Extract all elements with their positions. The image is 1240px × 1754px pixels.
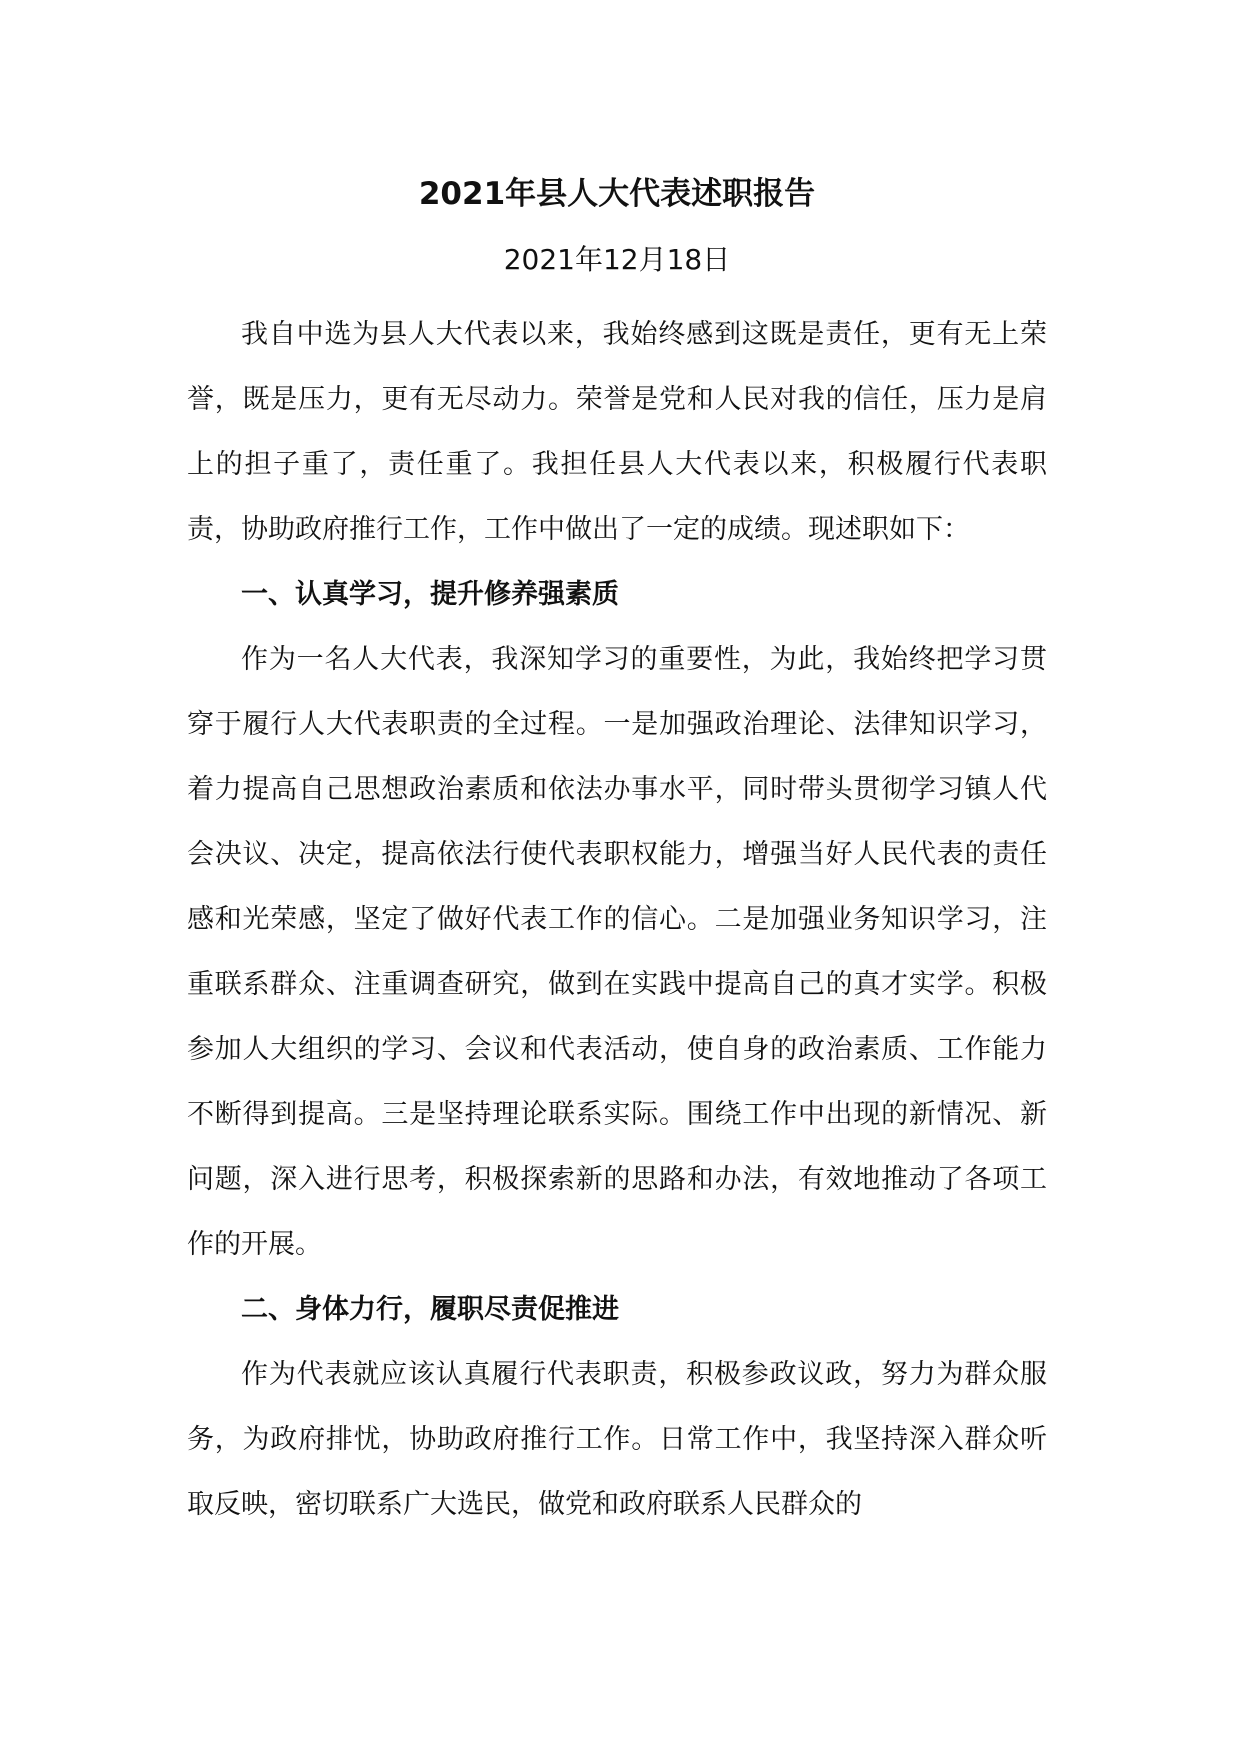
- document-title: 2021年县人大代表述职报告: [418, 176, 816, 212]
- section-heading-2: 二、身体力行，履职尽责促推进: [241, 1294, 619, 1325]
- document-date: 2021年12月18日: [503, 243, 731, 276]
- intro-paragraph: 我自中选为县人大代表以来，我始终感到这既是责任，更有无上荣誉，既是压力，更有无尽动力。荣誉是党和人民对我的信任，压力是肩上的担子重了，责任重了。我担任县人大代表以来，积极履行代表职责，协助政府推行工作，工作中做出了一定的成绩。现述职如下：: [187, 319, 1047, 545]
- section-body-1: 作为一名人大代表，我深知学习的重要性，为此，我始终把学习贯穿于履行人大代表职责的全过程。一是加强政治理论、法律知识学习，着力提高自己思想政治素质和依法办事水平，同时带头贯彻学习镇人代会决议、决定，提高依法行使代表职权能力，增强当好人民代表的责任感和光荣感，坚定了做好代表工作的信心。二是加强业务知识学习，注重联系群众、注重调查研究，做到在实践中提高自己的真才实学。积极参加人大组织的学习、会议和代表活动，使自身的政治素质、工作能力不断得到提高。三是坚持理论联系实际。围绕工作中出现的新情况、新问题，深入进行思考，积极探索新的思路和办法，有效地推动了各项工作的开展。: [187, 644, 1047, 1260]
- section-body-2: 作为代表就应该认真履行代表职责，积极参政议政，努力为群众服务，为政府排忧，协助政府推行工作。日常工作中，我坚持深入群众听取反映，密切联系广大选民，做党和政府联系人民群众的: [187, 1359, 1047, 1520]
- document-content: [187, 172, 1047, 1537]
- section-heading-1: 一、认真学习，提升修养强素质: [241, 579, 619, 610]
